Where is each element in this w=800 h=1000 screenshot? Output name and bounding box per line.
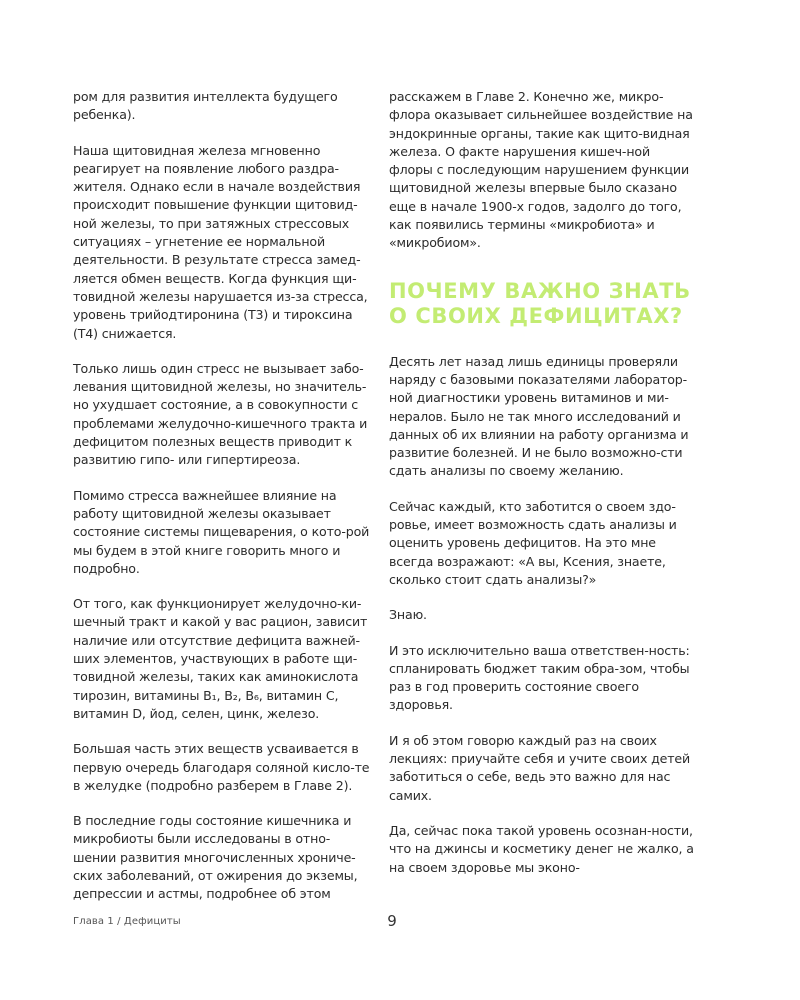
paragraph: Большая часть этих веществ усваивается в первую очередь благодаря соляной кисло-те в желудке (подробно разберем в Главе 2). (73, 741, 370, 793)
left-column (73, 88, 373, 921)
page-number: 9 (387, 912, 397, 930)
paragraph: Только лишь один стресс не вызывает забо-левания щитовидной железы, но значитель-но ухудшает состояние, а в совокупности с проблемами желудочно-кишечного тракта и дефицитом полезных веществ приводит к развитию гипо- или гипертиреоза. (73, 360, 368, 468)
paragraph: Да, сейчас пока такой уровень осознан-ности, что на джинсы и косметику денег не жалко, а на своем здоровье мы эконо- (389, 822, 694, 875)
paragraph: ром для развития интеллекта будущего ребенка). (73, 89, 338, 123)
paragraph: И я об этом говорю каждый раз на своих лекциях: приучайте себя и учите своих детей заботиться о себе, ведь это важно для нас самих. (389, 732, 691, 803)
paragraph: И это исключительно ваша ответствен-ность: спланировать бюджет таким обра-зом, чтобы раз в год проверить состояние своего здоровья. (389, 642, 690, 713)
paragraph: Наша щитовидная железа мгновенно реагирует на появление любого раздра-жителя. Однако если в начале воздействия происходит повышение функции щитовид-ной железы, то при затяжных стрессовых ситуациях – угнетение ее нормальной деятельности. В результате стресса замед-ляется обмен веществ. Когда функция щи-товидной железы нарушается из-за стресса, уровень трийодтиронина (Т3) и тироксина (Т4) снижается. (73, 142, 368, 341)
paragraph: Знаю. (389, 607, 427, 623)
footer-chapter-label: Глава 1 / Дефициты (73, 916, 181, 927)
paragraph: От того, как функционирует желудочно-ки-шечный тракт и какой у вас рацион, зависит наличие или отсутствие дефицита важней-ших элементов, участвующих в работе щи-товидной железы, таких как аминокислота тирозин, витамины B₁, B₂, B₆, витамин С, витамин D, йод, селен, цинк, железо. (73, 596, 368, 721)
paragraph: Сейчас каждый, кто заботится о своем здо-ровье, имеет возможность сдать анализы и оценить уровень дефицитов. На это мне всегда возражают: «А вы, Ксения, знаете, сколько стоит сдать анализы?» (389, 498, 677, 587)
paragraph: В последние годы состояние кишечника и микробиоты были исследованы в отно-шении развития многочисленных хрониче-ских заболеваний, от ожирения до экземы, депрессии и астмы, подробнее об этом (73, 813, 358, 902)
paragraph: Помимо стресса важнейшее влияние на работу щитовидной железы оказывает состояние системы пищеварения, о кото-рой мы будем в этой книге говорить много и подробно. (73, 487, 370, 576)
paragraph: расскажем в Главе 2. Конечно же, микро-флора оказывает сильнейшее воздействие на эндокринные органы, такие как щито-видная железа. О факте нарушения кишеч-ной флоры с последующим нарушением функции щитовидной железы впервые было сказано еще в начале 1900-х годов, задолго до того, как появились термины «микробиота» и «микробиом». (389, 89, 693, 251)
right-column (389, 88, 694, 894)
section-heading: ПОЧЕМУ ВАЖНО ЗНАТЬ О СВОИХ ДЕФИЦИТАХ? (389, 278, 691, 328)
paragraph: Десять лет назад лишь единицы проверяли наряду с базовыми показателями лаборатор-ной диагностики уровень витаминов и ми-нералов. Было не так много исследований и данных об их влиянии на работу организма и развитие болезней. И не было возможно-сти сдать анализы по своему желанию. (389, 353, 689, 479)
